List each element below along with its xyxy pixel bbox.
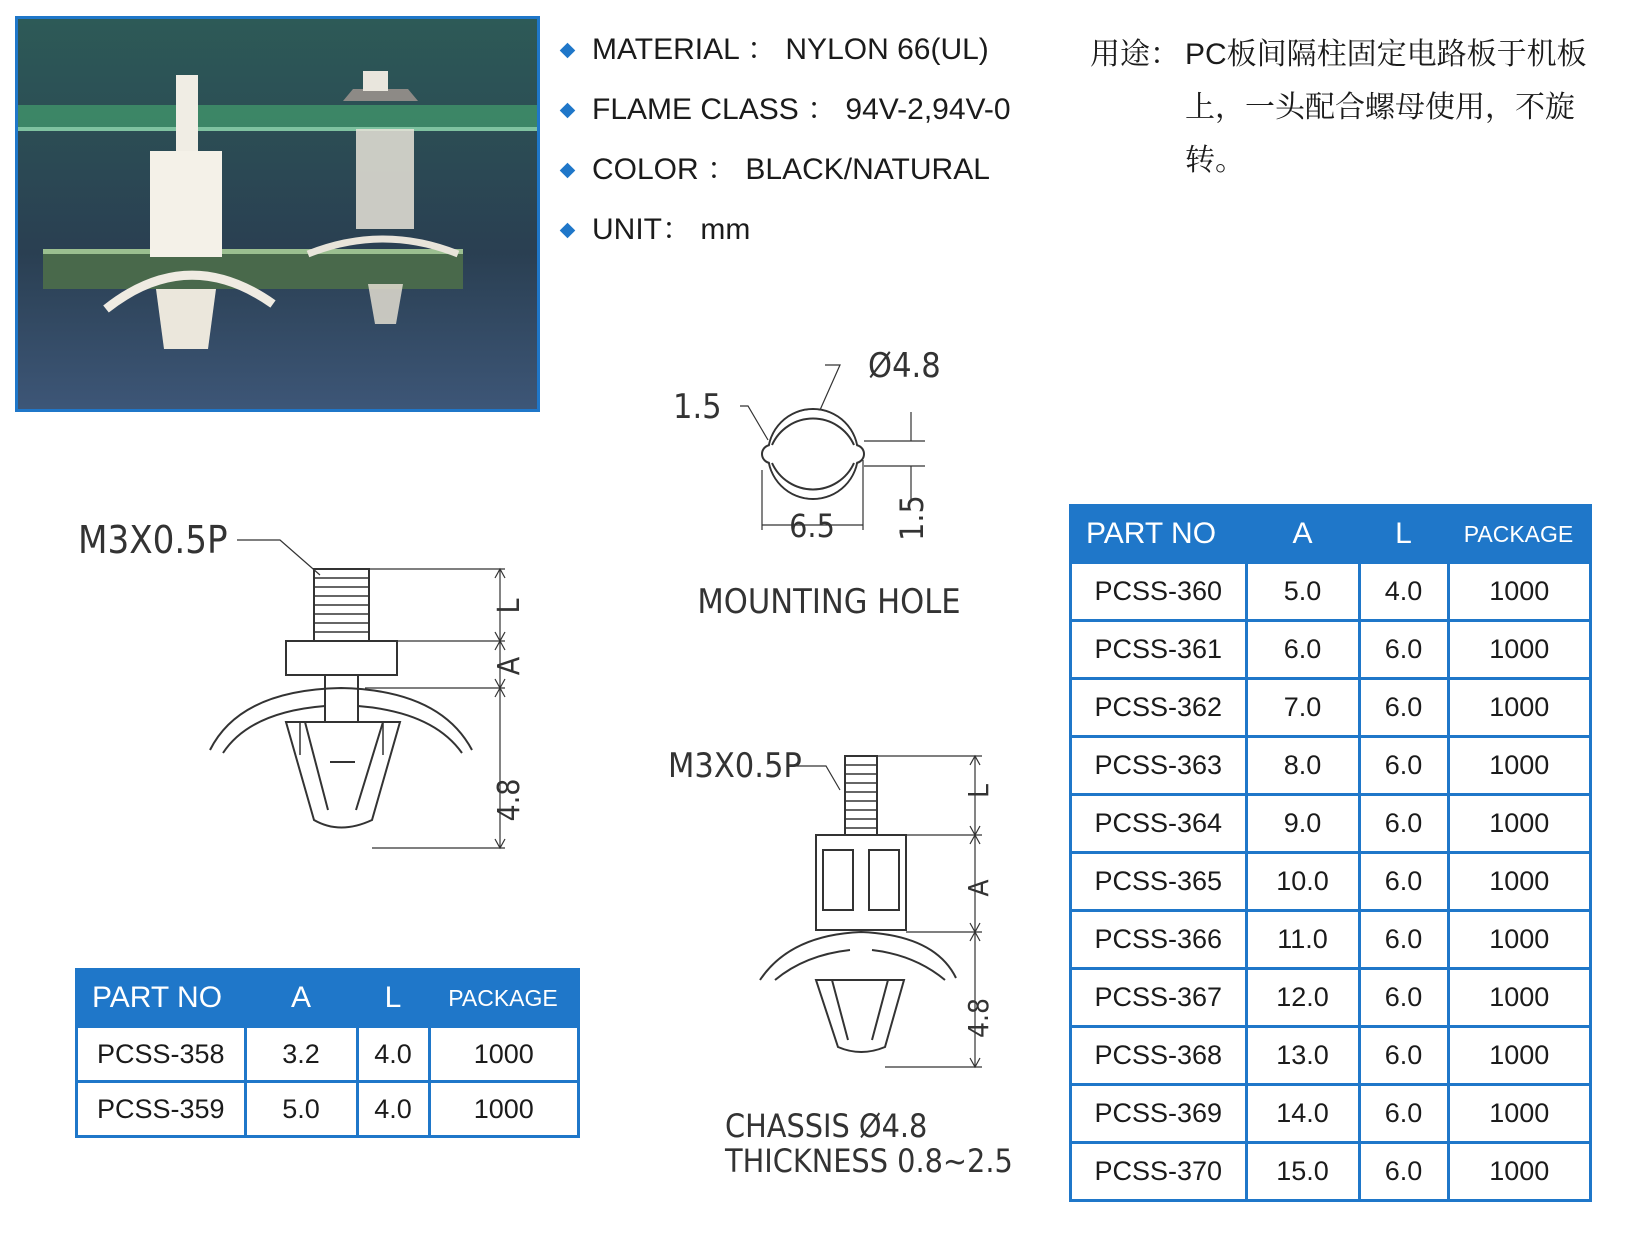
table-header-row [1071, 506, 1591, 563]
left-dim-48: 4.8 [492, 778, 527, 822]
mounting-hole-title: MOUNTING HOLE [697, 582, 961, 622]
cell-l: 4.0 [357, 1082, 429, 1137]
usage-label: 用途： [1090, 38, 1180, 71]
cell-part: PCSS-370 [1071, 1143, 1247, 1201]
left-dim-a: A [492, 656, 527, 676]
right-thread-label: M3X0.5P [668, 746, 802, 786]
table-row [1071, 853, 1591, 911]
usage-text: PC板间隔柱固定电路板于机板上，一头配合螺母使用，不旋转。 [1185, 38, 1587, 177]
cell-a: 10.0 [1246, 853, 1359, 911]
table-header-row [77, 970, 579, 1027]
cell-a: 9.0 [1246, 795, 1359, 853]
cell-pkg: 1000 [1448, 679, 1591, 737]
cell-a: 14.0 [1246, 1085, 1359, 1143]
spec-unit: UNIT： mm [558, 210, 1011, 270]
table-row [77, 1027, 579, 1082]
header-package: PACKAGE [429, 970, 579, 1027]
cell-l: 6.0 [1359, 853, 1448, 911]
header-a: A [245, 970, 357, 1027]
cell-a: 5.0 [245, 1082, 357, 1137]
header-l: L [357, 970, 429, 1027]
hole-width-label: 6.5 [789, 507, 835, 545]
cell-a: 6.0 [1246, 621, 1359, 679]
header-package: PACKAGE [1448, 506, 1591, 563]
cell-pkg: 1000 [1448, 1027, 1591, 1085]
left-thread-label: M3X0.5P [78, 518, 228, 562]
right-dim-l: L [962, 783, 995, 799]
spec-color: COLOR ： BLACK/NATURAL [558, 150, 1011, 210]
cell-part: PCSS-361 [1071, 621, 1247, 679]
table-row [1071, 1027, 1591, 1085]
cell-a: 15.0 [1246, 1143, 1359, 1201]
table-row [1071, 1143, 1591, 1201]
hole-notch-label: 1.5 [673, 387, 722, 427]
cell-a: 8.0 [1246, 737, 1359, 795]
cell-a: 5.0 [1246, 563, 1359, 621]
right-spacer-drawing [760, 756, 982, 1067]
cell-pkg: 1000 [1448, 795, 1591, 853]
cell-pkg: 1000 [1448, 1085, 1591, 1143]
cell-part: PCSS-366 [1071, 911, 1247, 969]
table-row [77, 1082, 579, 1137]
table-row [1071, 679, 1591, 737]
cell-l: 4.0 [357, 1027, 429, 1082]
table-row [1071, 795, 1591, 853]
cell-part: PCSS-362 [1071, 679, 1247, 737]
cell-part: PCSS-367 [1071, 969, 1247, 1027]
cell-pkg: 1000 [1448, 563, 1591, 621]
left-dim-l: L [492, 598, 527, 614]
cell-part: PCSS-359 [77, 1082, 246, 1137]
cell-l: 6.0 [1359, 737, 1448, 795]
header-a: A [1246, 506, 1359, 563]
hole-height-label: 1.5 [893, 495, 931, 541]
table-row [1071, 911, 1591, 969]
cell-l: 6.0 [1359, 1027, 1448, 1085]
spec-table-small [75, 968, 580, 1138]
table-row [1071, 737, 1591, 795]
cell-part: PCSS-368 [1071, 1027, 1247, 1085]
cell-part: PCSS-360 [1071, 563, 1247, 621]
cell-pkg: 1000 [1448, 911, 1591, 969]
cell-part: PCSS-369 [1071, 1085, 1247, 1143]
cell-l: 6.0 [1359, 1085, 1448, 1143]
table-row [1071, 621, 1591, 679]
cell-pkg: 1000 [1448, 737, 1591, 795]
cell-pkg: 1000 [429, 1082, 579, 1137]
cell-pkg: 1000 [1448, 621, 1591, 679]
cell-l: 6.0 [1359, 621, 1448, 679]
cell-a: 11.0 [1246, 911, 1359, 969]
cell-l: 4.0 [1359, 563, 1448, 621]
cell-part: PCSS-363 [1071, 737, 1247, 795]
spec-flame-class: FLAME CLASS ： 94V-2,94V-0 [558, 90, 1011, 150]
cell-l: 6.0 [1359, 911, 1448, 969]
cell-part: PCSS-364 [1071, 795, 1247, 853]
left-spacer-drawing [210, 540, 505, 848]
cell-l: 6.0 [1359, 795, 1448, 853]
hole-dia-label: Ø4.8 [868, 346, 941, 386]
small-table-body [77, 1027, 579, 1137]
cell-pkg: 1000 [1448, 853, 1591, 911]
cell-pkg: 1000 [1448, 1143, 1591, 1201]
table-row [1071, 1085, 1591, 1143]
header-l: L [1359, 506, 1448, 563]
right-dim-48: 4.8 [962, 997, 995, 1039]
cell-a: 7.0 [1246, 679, 1359, 737]
cell-part: PCSS-365 [1071, 853, 1247, 911]
cell-l: 6.0 [1359, 1143, 1448, 1201]
table-row [1071, 563, 1591, 621]
header-part-no: PART NO [77, 970, 246, 1027]
spec-material: MATERIAL ： NYLON 66(UL) [558, 30, 1011, 90]
large-table-body [1071, 563, 1591, 1201]
header-part-no: PART NO [1071, 506, 1247, 563]
cell-part: PCSS-358 [77, 1027, 246, 1082]
table-row [1071, 969, 1591, 1027]
chassis-line1: CHASSIS Ø4.8 [725, 1107, 928, 1145]
cell-pkg: 1000 [429, 1027, 579, 1082]
cell-a: 3.2 [245, 1027, 357, 1082]
cell-a: 12.0 [1246, 969, 1359, 1027]
cell-pkg: 1000 [1448, 969, 1591, 1027]
cell-a: 13.0 [1246, 1027, 1359, 1085]
cell-l: 6.0 [1359, 969, 1448, 1027]
right-dim-a: A [962, 879, 995, 897]
spec-table-large [1069, 504, 1592, 1202]
cell-l: 6.0 [1359, 679, 1448, 737]
chassis-line2: THICKNESS 0.8~2.5 [725, 1142, 1013, 1180]
